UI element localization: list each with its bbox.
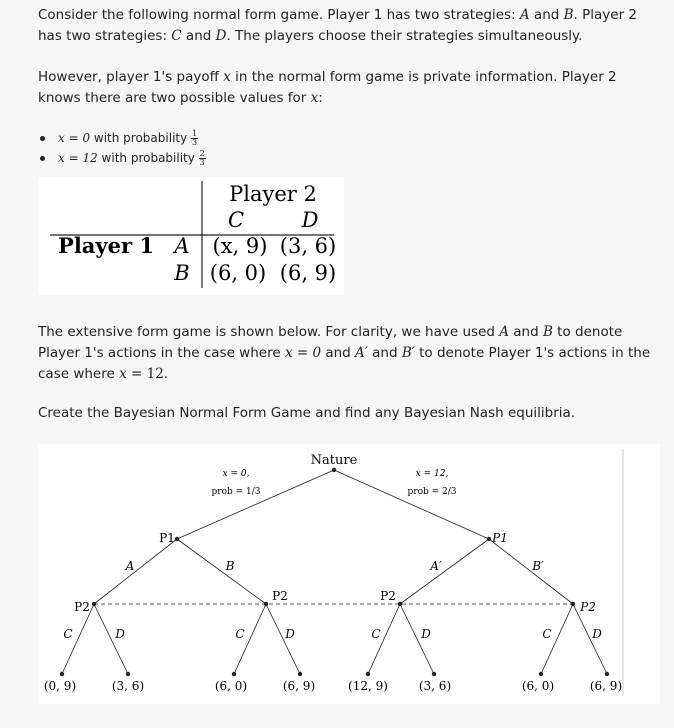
bullet-expr: x = 0 <box>58 131 91 145</box>
left-branch-line2: prob = 1/3 <box>211 487 261 497</box>
fraction-numerator: 2 <box>199 149 205 158</box>
row-strategy-b: B <box>174 261 190 285</box>
p1-node-left <box>175 537 179 541</box>
bullet-text: with probability <box>90 131 192 145</box>
col-strategy-d: D <box>301 208 319 232</box>
edge-b-prime <box>489 539 573 604</box>
extensive-text: . <box>163 366 169 382</box>
fraction <box>199 150 206 167</box>
col-strategy-c: C <box>227 208 245 232</box>
extensive-text: and <box>321 345 356 361</box>
action-c-label: C <box>235 627 245 641</box>
fraction-denominator: 3 <box>199 158 205 167</box>
p2-node <box>264 602 268 606</box>
cell-a-d: (3, 6) <box>279 234 337 258</box>
fraction-numerator: 1 <box>192 129 198 138</box>
strategy-b-prime: B′ <box>401 345 415 361</box>
p2-label: P2 <box>580 600 596 614</box>
list-item <box>38 148 206 168</box>
action-d-label: D <box>421 627 431 641</box>
edge-nature-left <box>177 470 334 539</box>
probability-list <box>38 128 206 168</box>
edge-nature-right <box>334 470 489 539</box>
edge-d-2 <box>266 604 300 674</box>
game-tree <box>38 444 660 704</box>
left-branch-line1: x = 0, <box>222 469 250 479</box>
payoff-label: (3, 6) <box>418 679 452 693</box>
terminal-node <box>366 672 370 676</box>
var-x: x <box>310 90 319 106</box>
edge-a-prime <box>400 539 489 604</box>
fraction <box>191 130 198 147</box>
extensive-form-paragraph <box>38 322 656 385</box>
extensive-text: to denote Player 1's actions in the case where <box>38 324 623 361</box>
private-info-text: in the normal form game is private information. Player 2 knows there are two possible values for <box>38 69 617 106</box>
nature-label: Nature <box>310 453 358 468</box>
action-b-prime-label: B′ <box>532 559 544 573</box>
private-info-paragraph <box>38 67 656 109</box>
strategy-c: C <box>171 28 182 44</box>
action-c-label: C <box>63 627 73 641</box>
payoff-matrix-svg <box>38 177 344 295</box>
var-x: x <box>223 69 231 85</box>
strategy-d: D <box>215 28 227 44</box>
private-info-text: : <box>318 90 323 106</box>
cell-b-c: (6, 0) <box>209 261 267 285</box>
p2-node <box>398 602 402 606</box>
row-player-label: Player 1 <box>58 233 154 258</box>
game-tree-svg <box>38 444 660 704</box>
edge-d-4 <box>573 604 607 674</box>
intro-text: and <box>181 28 216 44</box>
payoff-label: (3, 6) <box>111 679 145 693</box>
payoff-label: (6, 0) <box>214 679 248 693</box>
terminal-node <box>298 672 302 676</box>
task-paragraph: Create the Bayesian Normal Form Game and find any Bayesian Nash equilibria. <box>38 405 576 421</box>
strategy-b: B <box>563 7 574 23</box>
intro-text: . The players choose their strategies simultaneously. <box>226 28 583 44</box>
p2-label: P2 <box>272 589 288 603</box>
p1-right-label: P1 <box>492 531 508 545</box>
tree-nodes <box>60 468 609 676</box>
action-d-label: D <box>285 627 295 641</box>
intro-paragraph <box>38 5 656 47</box>
p1-node-right <box>487 537 491 541</box>
fraction-denominator: 3 <box>192 138 198 147</box>
p2-label: P2 <box>380 589 396 603</box>
extensive-text: The extensive form game is shown below. For clarity, we have used <box>38 324 500 340</box>
terminal-node <box>605 672 609 676</box>
expr-x0: x = 0 <box>284 345 322 361</box>
payoff-label: (0, 9) <box>43 679 77 693</box>
payoff-label: (6, 9) <box>282 679 316 693</box>
p2-node <box>92 602 96 606</box>
cell-b-d: (6, 9) <box>279 261 337 285</box>
edge-b <box>177 539 266 604</box>
payoff-label: (6, 0) <box>521 679 555 693</box>
strategy-a-prime: A′ <box>355 345 368 361</box>
row-strategy-a: A <box>174 234 190 258</box>
bullet-text: with probability <box>97 151 199 165</box>
extensive-text: and <box>367 345 402 361</box>
action-c-label: C <box>542 627 552 641</box>
action-b-label: B <box>225 559 235 573</box>
action-d-label: D <box>592 627 602 641</box>
list-item <box>38 128 206 148</box>
action-c-label: C <box>371 627 381 641</box>
nature-node <box>332 468 336 472</box>
p2-node <box>571 602 575 606</box>
action-a-prime-label: A′ <box>430 559 442 573</box>
expr-x12: x = <box>119 366 143 382</box>
action-d-label: D <box>115 627 125 641</box>
terminal-node <box>126 672 130 676</box>
extensive-text: to denote Player 1's actions in the case where <box>38 345 651 382</box>
payoff-label: (6, 9) <box>589 679 623 693</box>
terminal-node <box>60 672 64 676</box>
terminal-node <box>432 672 436 676</box>
payoff-label: (12, 9) <box>348 679 388 693</box>
private-info-text: However, player 1's payoff <box>38 69 224 85</box>
extensive-text: and <box>508 324 543 340</box>
intro-text: Consider the following normal form game. Player 1 has two strategies: <box>38 7 520 23</box>
bullet-expr: x = 12 <box>58 151 98 165</box>
col-player-label: Player 2 <box>229 182 317 206</box>
strategy-a: A <box>519 7 530 23</box>
intro-text: and <box>529 7 564 23</box>
edge-a <box>94 539 177 604</box>
p2-label: P2 <box>74 600 90 614</box>
expr-x12-value: 12 <box>146 366 164 382</box>
tree-edges <box>62 470 607 674</box>
terminal-node <box>232 672 236 676</box>
right-branch-line2: prob = 2/3 <box>407 487 457 497</box>
right-branch-line1: x = 12, <box>415 469 449 479</box>
p1-left-label: P1 <box>159 531 175 545</box>
strategy-a: A <box>499 324 509 340</box>
terminal-node <box>539 672 543 676</box>
cell-a-c: (x, 9) <box>212 234 268 258</box>
intro-text: . Player 2 has two strategies: <box>38 7 638 44</box>
strategy-b: B <box>542 324 553 340</box>
payoff-matrix <box>38 177 344 295</box>
action-a-label: A <box>125 559 135 573</box>
